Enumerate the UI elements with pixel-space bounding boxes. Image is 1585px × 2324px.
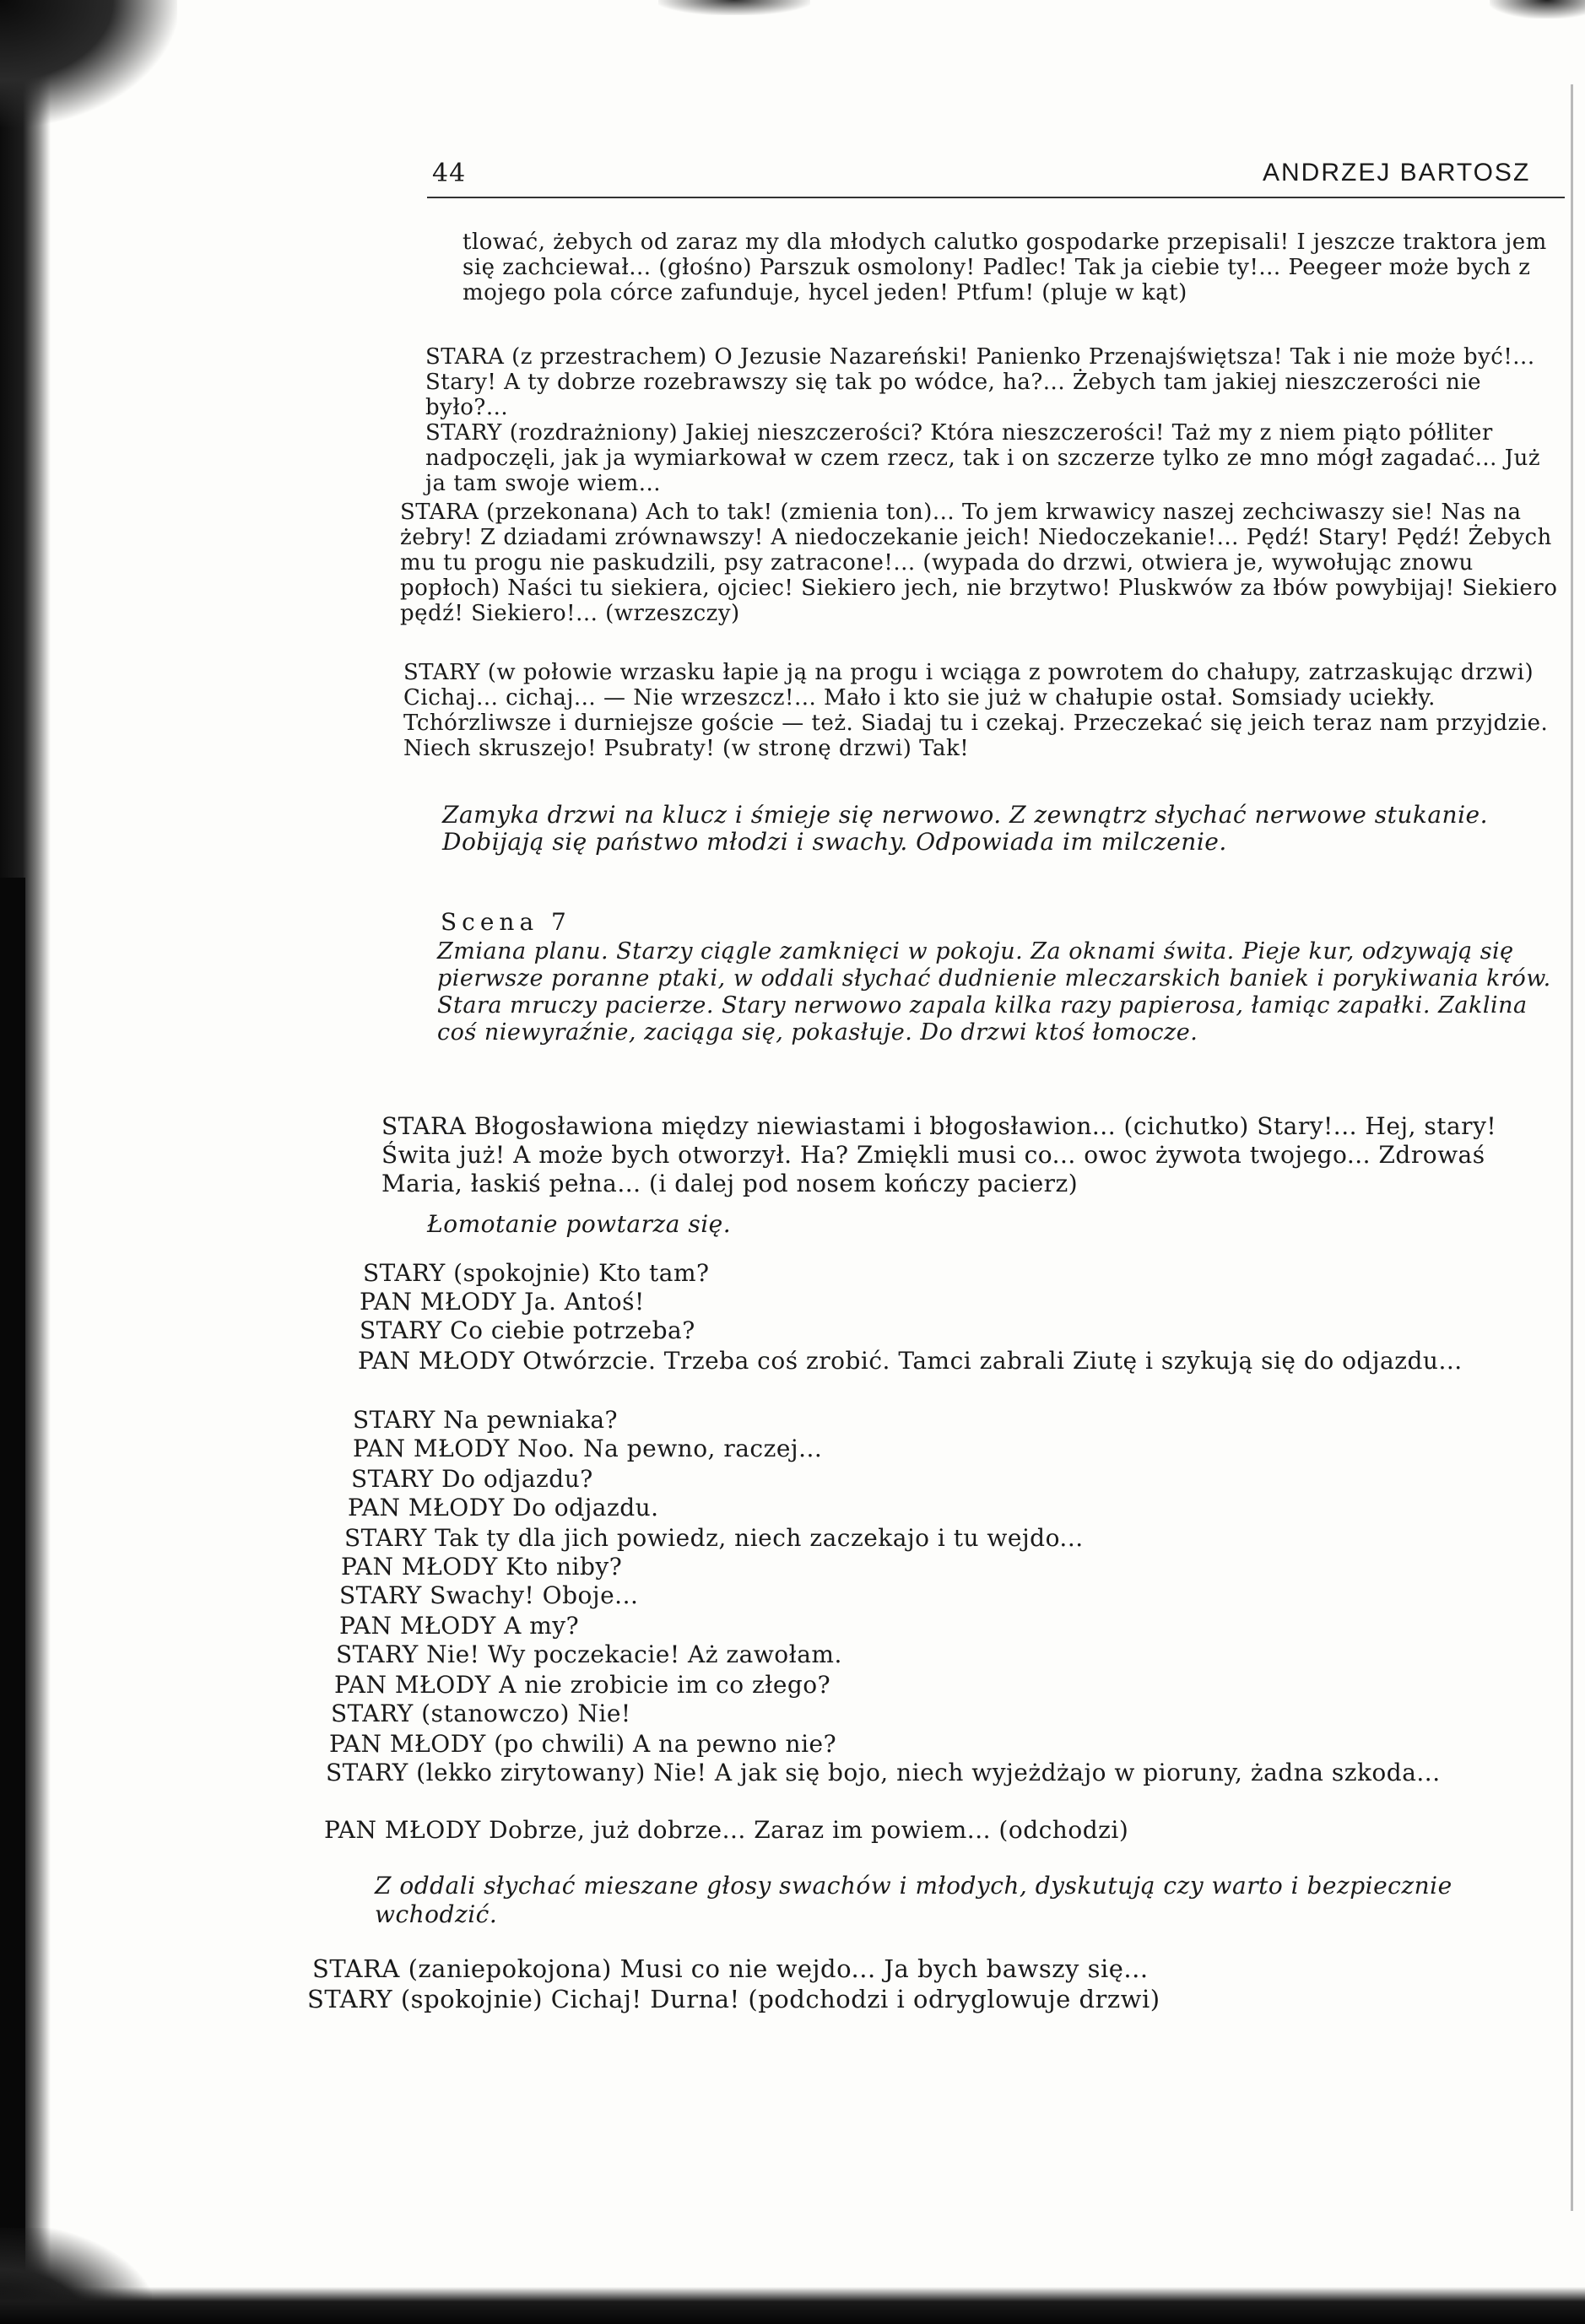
stage-direction: Z oddali słychać mieszane głosy swachów i młodych, dyskutują czy warto i bezpiecznie wchodzić. <box>375 1872 1452 1928</box>
dialogue-line: STARY Do odjazdu? <box>351 1465 593 1493</box>
dialogue-line: STARY (stanowczo) Nie! <box>331 1700 631 1727</box>
dialogue-line: STARY Tak ty dla jich powiedz, niech zaczekajo i tu wejdo... <box>344 1524 1084 1552</box>
dialogue-line: STARY (w połowie wrzasku łapie ją na progu i wciąga z powrotem do chałupy, zatrzaskując drzwi) Cichaj... cichaj... — Nie wrzeszcz!... Mało i kto sie już w chałupie ostał. Somsiady uciekły. Tchórzliwsze i durniejsze goście — też. Siadaj tu i czekaj. Przeczekać się jeich teraz nam przyjdzie. Niech skruszejo! Psubraty! (w stronę drzwi) Tak! <box>403 660 1549 761</box>
page-number: 44 <box>432 159 467 188</box>
dialogue-line: PAN MŁODY Kto niby? <box>341 1553 623 1581</box>
scan-left-shadow <box>0 878 25 2324</box>
scan-top-corner <box>0 0 177 127</box>
scan-right-rule <box>1571 84 1573 2211</box>
dialogue-line: PAN MŁODY A nie zrobicie im co złego? <box>334 1671 831 1699</box>
dialogue-line: PAN MŁODY Noo. Na pewno, raczej... <box>353 1435 823 1462</box>
dialogue-line: PAN MŁODY Do odjazdu. <box>348 1494 659 1521</box>
scan-top-spot <box>658 0 810 15</box>
dialogue-line: tlować, żebych od zaraz my dla młodych calutko gospodarke przepisali! I jeszcze traktora jem się zachciewał... (głośno) Parszuk osmolony! Padlec! Tak ja ciebie ty!... Peegeer może bych z mojego pola córce zafunduje, hycel jeden! Ptfum! (pluje w kąt) <box>463 230 1547 305</box>
dialogue-line: STARY Co ciebie potrzeba? <box>360 1316 695 1344</box>
dialogue-line: STARA (przekonana) Ach to tak! (zmienia ton)... To jem krwawicy naszej zechciwaszy sie! Nas na żebry! Z dziadami zrównawszy! A niedoczekanie jeich! Niedoczekanie!... Pędź! Stary! Pędź! Żebych mu tu progu nie paskudzili, psy zatracone!... (wypada do drzwi, otwiera je, wywołując znowu popłoch) Naści tu siekiera, ojciec! Siekiero jech, nie brzytwo! Pluskwów za łbów powybijaj! Siekiero pędź! Siekiero!... (wrzeszczy) <box>400 500 1558 626</box>
dialogue-line: PAN MŁODY Dobrze, już dobrze... Zaraz im powiem... (odchodzi) <box>324 1816 1129 1844</box>
dialogue-line: STARA (z przestrachem) O Jezusie Nazareński! Panienko Przenajświętsza! Tak i nie może być!... Stary! A ty dobrze rozebrawszy się tak po wódce, ha?... Żebych tam jakiej nieszczerości nie było?... <box>425 344 1535 420</box>
dialogue-line: PAN MŁODY A my? <box>339 1612 580 1640</box>
header-rule <box>427 197 1565 198</box>
dialogue-line: STARY Swachy! Oboje... <box>339 1581 639 1609</box>
running-header-author: ANDRZEJ BARTOSZ <box>1263 159 1531 186</box>
stage-direction: Zamyka drzwi na klucz i śmieje się nerwowo. Z zewnątrz słychać nerwowe stukanie. Dobijają się państwo młodzi i swachy. Odpowiada im milczenie. <box>442 801 1489 856</box>
dialogue-line: STARY (lekko zirytowany) Nie! A jak się bojo, niech wyjeżdżajo w pioruny, żadna szkoda... <box>326 1759 1441 1786</box>
scan-bottom-edge <box>0 2287 1585 2324</box>
scene-heading: Scena 7 <box>441 908 571 936</box>
dialogue-line: STARY (spokojnie) Cichaj! Durna! (podchodzi i odryglowuje drzwi) <box>307 1985 1160 2013</box>
dialogue-line: STARY Na pewniaka? <box>353 1406 619 1434</box>
dialogue-line: STARA Błogosławiona między niewiastami i błogosławion... (cichutko) Stary!... Hej, stary! Świta już! A może bych otworzył. Ha? Zmiękli musi co... owoc żywota twojego... Zdrowaś Maria, łaskiś pełna... (i dalej pod nosem kończy pacierz) <box>381 1112 1497 1197</box>
dialogue-line: PAN MŁODY Otwórzcie. Trzeba coś zrobić. Tamci zabrali Ziutę i szykują się do odjazdu... <box>358 1347 1463 1375</box>
dialogue-line: STARA (zaniepokojona) Musi co nie wejdo... Ja bych bawszy się... <box>312 1954 1149 1983</box>
dialogue-line: STARY (rozdrażniony) Jakiej nieszczerości? Która nieszczerości! Taż my z niem piąto półliter nadpoczęli, jak ja wymiarkował w czem rzecz, tak i on szczerze tylko ze mno mógł zagadać... Już ja tam swoje wiem... <box>425 420 1541 496</box>
dialogue-line: STARY (spokojnie) Kto tam? <box>363 1259 710 1287</box>
stage-direction: Łomotanie powtarza się. <box>427 1210 732 1238</box>
scan-top-right-spot <box>1490 0 1585 19</box>
dialogue-line: PAN MŁODY (po chwili) A na pewno nie? <box>329 1730 837 1758</box>
dialogue-line: STARY Nie! Wy poczekacie! Aż zawołam. <box>336 1640 842 1668</box>
stage-direction: Zmiana planu. Starzy ciągle zamknięci w pokoju. Za oknami świta. Pieje kur, odzywają się pierwsze poranne ptaki, w oddali słychać dudnienie mleczarskich baniek i porykiwania krów. Stara mruczy pacierze. Stary nerwowo zapala kilka razy papierosa, łamiąc zapałki. Zaklina coś niewyraźnie, zaciąga się, pokasłuje. Do drzwi ktoś łomocze. <box>437 938 1551 1046</box>
dialogue-line: PAN MŁODY Ja. Antoś! <box>360 1288 645 1316</box>
